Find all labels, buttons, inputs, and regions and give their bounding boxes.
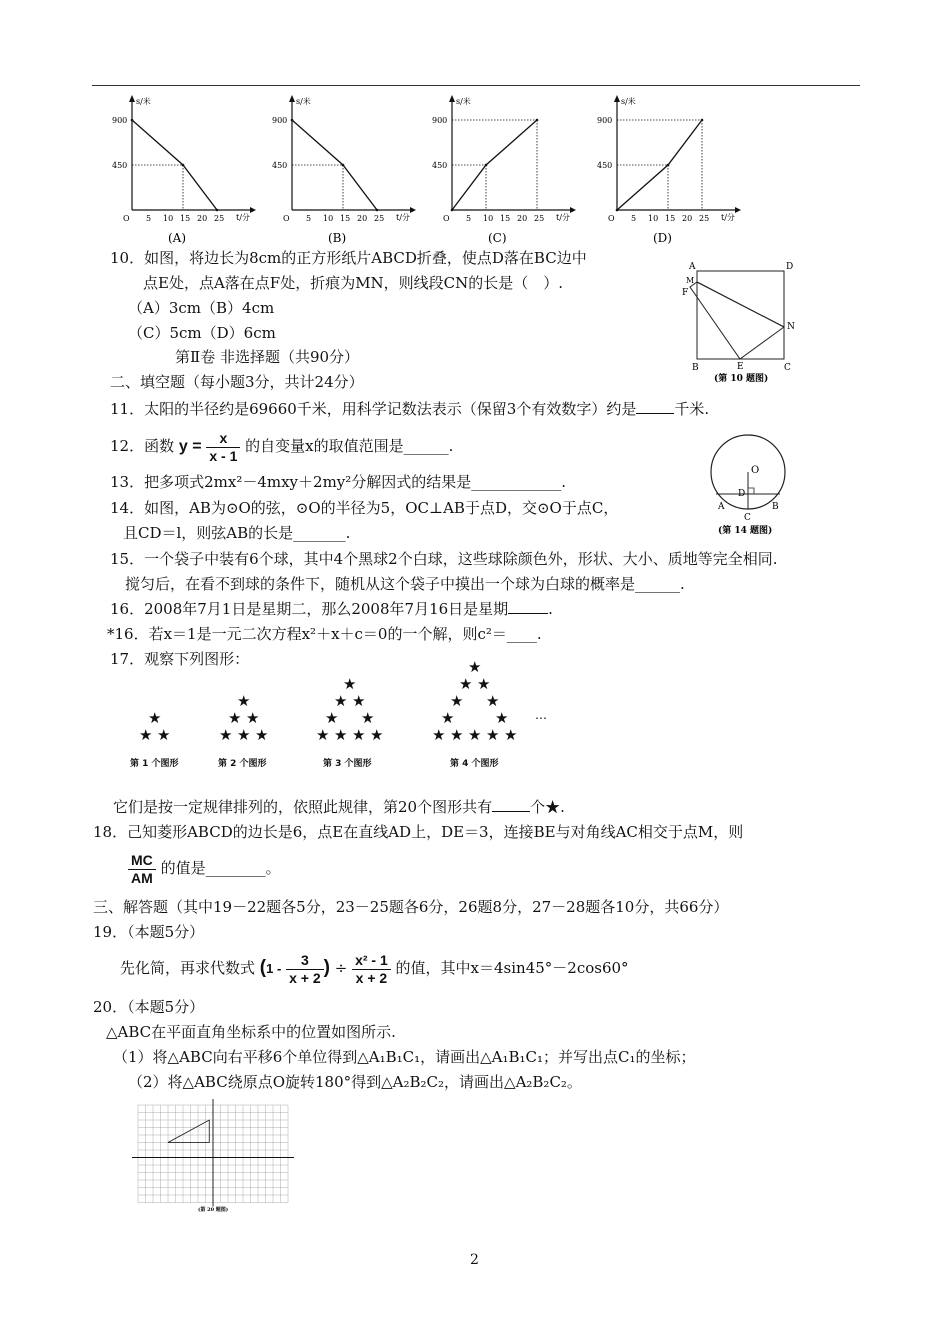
triangle-abc <box>168 1120 209 1143</box>
graph-tick-x: 5 <box>631 214 637 223</box>
graph-y-label: s/米 <box>136 97 151 106</box>
star: ★ <box>504 726 518 744</box>
q18-line2: $\frac{MC}{AM}$ 的值是________。 <box>128 848 281 888</box>
q10-label-a: A <box>689 262 696 272</box>
star: ★ <box>486 726 500 744</box>
q13: 13．把多项式2mx²－4mxy＋2my²分解因式的结果是____________. <box>110 473 567 491</box>
q10-label-d: D <box>786 262 794 272</box>
star: ★ <box>325 709 339 727</box>
graph-tick-x: O <box>123 214 130 223</box>
graph-tick-x: 10 <box>648 214 659 223</box>
star: ★ <box>148 709 162 727</box>
q15-line1: 15．一个袋子中装有6个球，其中4个黑球2个白球，这些球除颜色外，形状、大小、质地等完全相同. <box>110 550 778 568</box>
q14-caption: (第 14 题图) <box>718 526 773 536</box>
star: ★ <box>228 709 242 727</box>
q10-options-2: （C）5cm（D）6cm <box>128 324 276 342</box>
graph-tick-900: 900 <box>432 116 448 125</box>
q20-caption: (第 20 题图) <box>198 1207 229 1213</box>
graph-tick-x: 10 <box>483 214 494 223</box>
star: ★ <box>334 692 348 710</box>
q20-line1: △ABC在平面直角坐标系中的位置如图所示. <box>106 1023 396 1041</box>
graph-4 <box>597 95 741 245</box>
q10-line1: 10．如图，将边长为8cm的正方形纸片ABCD折叠，使点D落在BC边中 <box>110 249 587 267</box>
graph-tick-x: 10 <box>323 214 334 223</box>
graph-tick-x: 25 <box>214 214 225 223</box>
q14-label-o: O <box>751 465 760 476</box>
q10-label-c: C <box>784 363 791 373</box>
graph-y-label: s/米 <box>456 97 471 106</box>
q15-line2: 搅匀后，在看不到球的条件下，随机从这个袋子中摸出一个球为白球的概率是______. <box>125 575 685 593</box>
star: ★ <box>441 709 455 727</box>
q20-line3: （2）将△ABC绕原点O旋转180°得到△A₂B₂C₂，请画出△A₂B₂C₂。 <box>128 1073 582 1091</box>
graph-tick-450: 450 <box>432 161 448 170</box>
star: ★ <box>450 726 464 744</box>
q10-figure <box>680 255 800 385</box>
star: ★ <box>432 726 446 744</box>
q14-figure <box>700 432 800 537</box>
q17-blank <box>492 797 530 812</box>
graph-tick-x: 15 <box>665 214 676 223</box>
section3-title: 三、解答题（其中19－22题各5分，23－25题各6分，26题8分，27－28题各10分，共66分） <box>93 898 729 916</box>
q14-label-b: B <box>772 502 779 512</box>
q16b: *16．若x＝1是一元二次方程x²＋x＋c＝0的一个解，则c²＝____. <box>107 625 542 643</box>
star-caption-2: 第 2 个图形 <box>218 759 267 769</box>
q16: 16．2008年7月1日是星期二，那么2008年7月16日是星期 . <box>110 600 553 618</box>
graph-1 <box>112 95 256 245</box>
graph-x-label: t/分 <box>236 213 250 222</box>
graph-tick-x: 20 <box>197 214 208 223</box>
star: ★ <box>139 726 153 744</box>
graph-x-label: t/分 <box>396 213 410 222</box>
q17-bottom: 它们是按一定规律排列的，依照此规律，第20个图形共有 个★. <box>113 798 565 816</box>
q10-label-f: F <box>682 288 689 298</box>
graph-tick-x: 25 <box>374 214 385 223</box>
star: ★ <box>486 692 500 710</box>
graph-tick-900: 900 <box>597 116 613 125</box>
part2-title: 第Ⅱ卷 非选择题（共90分） <box>175 348 360 366</box>
star: ★ <box>157 726 171 744</box>
graph-x-label: t/分 <box>556 213 570 222</box>
star: ★ <box>370 726 384 744</box>
stars-ellipsis: … <box>535 708 547 722</box>
graph-tick-x: O <box>283 214 290 223</box>
graph-label: (A) <box>168 231 187 245</box>
graph-2 <box>272 95 416 245</box>
q14-line1: 14．如图，AB为⊙O的弦，⊙O的半径为5，OC⊥AB于点D，交⊙O于点C， <box>110 499 619 517</box>
q12: 12．函数 y = $\frac{x}{x - 1}$ 的自变量x的取值范围是______. <box>110 429 454 464</box>
star: ★ <box>361 709 375 727</box>
graph-tick-450: 450 <box>597 161 613 170</box>
q11: 11．太阳的半径约是69660千米，用科学记数法表示（保留3个有效数字）约是 千米. <box>110 400 710 418</box>
star-caption-3: 第 3 个图形 <box>323 759 372 769</box>
star: ★ <box>495 709 509 727</box>
q10-label-n: N <box>787 322 795 332</box>
star: ★ <box>237 692 251 710</box>
star: ★ <box>237 726 251 744</box>
star: ★ <box>468 726 482 744</box>
star: ★ <box>459 675 473 693</box>
graph-tick-x: O <box>608 214 615 223</box>
graphs-figure <box>100 90 760 250</box>
graph-tick-x: 25 <box>699 214 710 223</box>
graph-tick-x: 15 <box>180 214 191 223</box>
graph-tick-x: 20 <box>357 214 368 223</box>
page-number: 2 <box>470 1252 479 1268</box>
q10-options-1: （A）3cm（B）4cm <box>128 299 275 317</box>
graph-x-label: t/分 <box>721 213 735 222</box>
q14-label-c: C <box>744 513 751 523</box>
star-caption-4: 第 4 个图形 <box>450 759 499 769</box>
section2-title: 二、填空题（每小题3分，共计24分） <box>110 373 364 391</box>
graph-tick-x: 25 <box>534 214 545 223</box>
graph-tick-x: 10 <box>163 214 174 223</box>
graph-tick-x: 20 <box>517 214 528 223</box>
star: ★ <box>450 692 464 710</box>
q20-title: 20．（本题5分） <box>93 998 205 1016</box>
q14-label-a: A <box>718 502 725 512</box>
q14-label-d: D <box>738 489 746 499</box>
graph-tick-x: 15 <box>340 214 351 223</box>
q19-title: 19．（本题5分） <box>93 923 205 941</box>
star: ★ <box>219 726 233 744</box>
q16-blank <box>508 599 548 614</box>
q19-fraction-2: $\frac{\text{x² - 1}}{x + 2}$ <box>352 952 391 987</box>
q19-fraction-1: $\frac{3}{x + 2}$ <box>286 952 324 987</box>
star: ★ <box>246 709 260 727</box>
graph-tick-x: 20 <box>682 214 693 223</box>
star: ★ <box>352 692 366 710</box>
star: ★ <box>255 726 269 744</box>
q18-fraction: $\frac{MC}{AM}$ <box>128 852 156 887</box>
q10-label-b: B <box>692 363 699 373</box>
graph-y-label: s/米 <box>621 97 636 106</box>
q20-line2: （1）将△ABC向右平移6个单位得到△A₁B₁C₁，请画出△A₁B₁C₁；并写出点C₁的坐标； <box>113 1048 696 1066</box>
graph-tick-450: 450 <box>272 161 288 170</box>
q10-label-m: M <box>686 276 695 285</box>
graph-3 <box>432 95 576 245</box>
q10-line2: 点E处，点A落在点F处，折痕为MN，则线段CN的长是（ ）. <box>143 274 564 292</box>
q10-label-e: E <box>737 362 744 372</box>
graph-tick-x: 5 <box>146 214 152 223</box>
graph-tick-x: O <box>443 214 450 223</box>
star: ★ <box>477 675 491 693</box>
star: ★ <box>316 726 330 744</box>
q12-fraction: $\frac{x}{x - 1}$ <box>206 430 240 465</box>
header-rule <box>92 85 860 86</box>
graph-label: (D) <box>653 231 672 245</box>
star: ★ <box>343 675 357 693</box>
graph-tick-900: 900 <box>272 116 288 125</box>
q18-line1: 18．己知菱形ABCD的边长是6，点E在直线AD上，DE＝3，连接BE与对角线AC相交于点M，则 <box>93 823 744 841</box>
graph-tick-x: 5 <box>306 214 312 223</box>
graph-label: (C) <box>488 231 507 245</box>
q14-line2: 且CD＝l，则弦AB的长是_______. <box>123 524 351 542</box>
star: ★ <box>352 726 366 744</box>
q12-yeq: y = <box>178 438 202 455</box>
star: ★ <box>468 658 482 676</box>
q19-expression: 先化简，再求代数式 (1 - $\frac{3}{x + 2}$ ) ÷ $\frac{\text{x² - 1}}{x + 2}$ 的值，其中x＝4sin45°－2cos60° <box>120 951 629 986</box>
graph-tick-x: 5 <box>466 214 472 223</box>
star: ★ <box>334 726 348 744</box>
q11-blank <box>636 399 674 414</box>
q10-caption: (第 10 题图) <box>714 374 769 384</box>
star-caption-1: 第 1 个图形 <box>130 759 179 769</box>
q20-grid-figure <box>128 1095 308 1220</box>
graph-y-label: s/米 <box>296 97 311 106</box>
graph-tick-450: 450 <box>112 161 128 170</box>
graph-label: (B) <box>328 231 347 245</box>
graph-tick-x: 15 <box>500 214 511 223</box>
q17-title: 17．观察下列图形： <box>110 650 250 668</box>
graph-tick-900: 900 <box>112 116 128 125</box>
